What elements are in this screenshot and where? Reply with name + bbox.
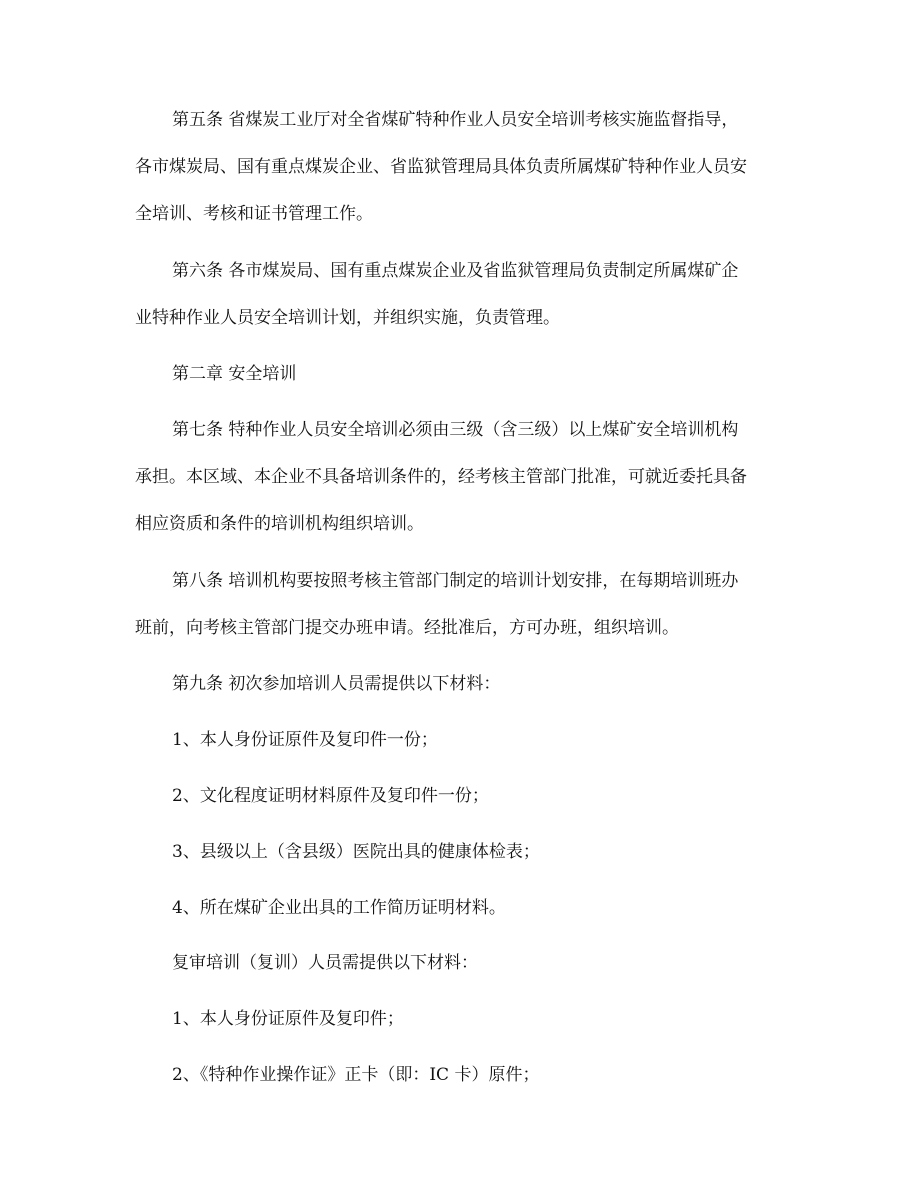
article-6-line-1: 第六条 各市煤炭局、国有重点煤炭企业及省监狱管理局负责制定所属煤矿企 (172, 261, 739, 281)
article-8-line-1: 第八条 培训机构要按照考核主管部门制定的培训计划安排，在每期培训班办 (172, 571, 739, 591)
chapter-2-heading: 第二章 安全培训 (172, 364, 297, 384)
initial-training-item-1: 1、本人身份证原件及复印件一份； (172, 730, 438, 750)
initial-training-item-2: 2、文化程度证明材料原件及复印件一份； (172, 786, 489, 806)
retraining-item-1: 1、本人身份证原件及复印件； (172, 1009, 404, 1029)
article-6-line-2: 业特种作业人员安全培训计划，并组织实施，负责管理。 (135, 308, 560, 328)
initial-training-item-4: 4、所在煤矿企业出具的工作简历证明材料。 (172, 898, 506, 918)
retraining-item-2: 2、《特种作业操作证》正卡（即：IC 卡）原件； (172, 1065, 540, 1085)
article-7-line-1: 第七条 特种作业人员安全培训必须由三级（含三级）以上煤矿安全培训机构 (172, 420, 739, 440)
article-5-line-2: 各市煤炭局、国有重点煤炭企业、省监狱管理局具体负责所属煤矿特种作业人员安 (135, 157, 747, 177)
article-5-line-3: 全培训、考核和证书管理工作。 (135, 204, 373, 224)
article-5-line-1: 第五条 省煤炭工业厅对全省煤矿特种作业人员安全培训考核实施监督指导， (172, 110, 739, 130)
article-7-line-2: 承担。本区域、本企业不具备培训条件的，经考核主管部门批准，可就近委托具备 (135, 467, 747, 487)
article-7-line-3: 相应资质和条件的培训机构组织培训。 (135, 514, 424, 534)
article-8-line-2: 班前，向考核主管部门提交办班申请。经批准后，方可办班，组织培训。 (135, 618, 679, 638)
retraining-heading: 复审培训（复训）人员需提供以下材料： (172, 953, 478, 973)
initial-training-item-3: 3、县级以上（含县级）医院出具的健康体检表； (172, 842, 540, 862)
article-9-heading: 第九条 初次参加培训人员需提供以下材料： (172, 674, 501, 694)
